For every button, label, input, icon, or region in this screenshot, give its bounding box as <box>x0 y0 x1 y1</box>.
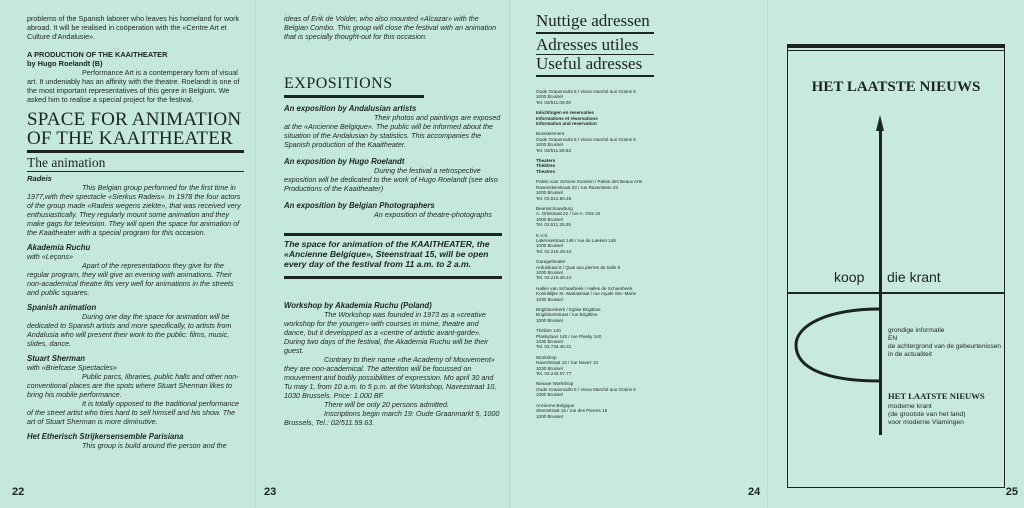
address-line: Theaters <box>536 158 556 164</box>
address-line: Plaskylaan 140 / rue Plasky 140 <box>536 333 602 339</box>
sherman-text-1: Public parcs, libraries, public halls and other non-conventional places are the spots where Stuart Sherman likes to bring his mobile performance. <box>27 372 239 399</box>
masthead: HET LAATSTE NIEUWS <box>811 79 981 95</box>
address-line: Tel. 02.734.46.31 <box>536 344 572 350</box>
tagline <box>888 327 1003 359</box>
address-line: Informations et réservations <box>536 115 598 121</box>
title-dutch: Nuttige adressen <box>536 11 650 30</box>
arrow-shaft <box>879 125 882 435</box>
address-line: Théâtre 140 <box>536 328 561 334</box>
radeis-text: This Belgian group performed for the first time in 1977,with their spectacle «Sierkus Radeis». In 1978 the four actors of the group made «Radeis wegens ziekte», that was received very enthusiastically. They regularly mount some animation and they make gags for television. They will open the space for animation of the Kaaitheater with a special program for this occasion. <box>27 183 241 237</box>
production-by: by Hugo Roelandt (B) <box>27 59 103 68</box>
production-heading: A PRODUCTION OF THE KAAITHEATER <box>27 50 168 59</box>
address-entry <box>536 179 758 201</box>
page-23 <box>258 0 512 508</box>
address-line: 1000 Brussel <box>536 142 563 148</box>
address-entry <box>536 158 758 174</box>
tagline-1: grondige informatie <box>888 327 945 334</box>
radeis-heading: Radeis <box>27 174 52 183</box>
address-entry <box>536 89 758 105</box>
expo2-text: During the festival a retrospective exposition will be dedicated to the work of Hugo Roelandt (see also Productions of the Kaaitheater) <box>284 166 498 193</box>
expo1-heading: An exposition by Andalusian artists <box>284 104 417 113</box>
address-line: Koninklijke St.-Mariastraat / rue royale Ste.-Marie <box>536 291 637 297</box>
address-entry <box>536 403 758 419</box>
page-number: 25 <box>1005 486 1018 498</box>
address-entry <box>536 233 758 255</box>
subtitle: The animation <box>27 155 106 170</box>
address-line: 1000 Brussel <box>536 317 563 323</box>
address-line: Théâtres <box>536 163 556 169</box>
address-line: Brigittinenstraat / rue Brigittine <box>536 312 598 318</box>
sub-tagline <box>888 403 1003 427</box>
workshop-heading: Workshop by Akademia Ruchu (Poland) <box>284 301 432 310</box>
page-24 <box>512 0 770 508</box>
workshop-text-4: Inscriptions begin march 19: Oude Graanmarkt 5, 1000 Brussels, Tel.: 02/511.59.63. <box>284 409 500 427</box>
address-line: A. Ortsstraat 22 / rue A. Orts 22 <box>536 211 601 217</box>
krant-text: die krant <box>887 269 941 285</box>
curve-graphic <box>796 309 880 381</box>
address-line: 1000 Brussel <box>536 216 563 222</box>
address-line: Garagetheater <box>536 259 566 265</box>
ruchu-subheading: with «Leçons» <box>27 252 73 261</box>
etherisch-heading: Het Etherisch Strijkersensemble Parisiana <box>27 432 184 441</box>
address-line: Oude Graanmarkt 5 / Vieux marché aux Grains 5 <box>536 89 636 94</box>
page-25 <box>770 0 1024 508</box>
sherman-text-2: It is totally opposed to the traditional performance of the street artist who tries hard to sell himself and his show. The art of Stuart Sherman is more diminutive. <box>27 399 240 426</box>
expo2-heading: An exposition by Hugo Roelandt <box>284 157 405 166</box>
page-number: 23 <box>264 486 277 498</box>
production-text: Performance Art is a contemperary form of visual art. It undeniably has an affinity with the theatre. Roelandt is one of the most important representatives of this genre in Belgium. We asked him to realise a special project for the festival. <box>27 68 240 104</box>
address-line: Workshop <box>536 354 557 360</box>
address-line: 1000 Brussel <box>536 269 563 275</box>
address-line: Paleis voor Schone Kunsten / Palais des Beaux Arts <box>536 179 643 185</box>
address-line: 1030 Brussel <box>536 339 563 345</box>
address-line: Tel. 02.219.49.44 <box>536 275 572 281</box>
address-line: K.V.S. <box>536 232 549 238</box>
address-line: 1030 Brussel <box>536 365 563 371</box>
notice-rule-top <box>284 233 502 236</box>
address-line: Arduinkaai 8 / Quai aux pierres de taille 8 <box>536 264 621 270</box>
subtitle-rule <box>27 171 244 172</box>
intro-text: problems of the Spanish laborer who leaves his homeland for work abroad. It will be realised in coöperation with the «Centre Art et Culture d'Andalusie». <box>27 14 240 41</box>
workshop-text-3: There will be only 20 persons admitted. <box>324 400 450 409</box>
address-entry <box>536 131 758 153</box>
address-line: 1000 Brussel <box>536 413 563 419</box>
address-entry <box>536 307 758 323</box>
tagline-2: EN <box>888 335 898 342</box>
spanish-heading: Spanish animation <box>27 303 97 312</box>
title-rule <box>284 95 424 98</box>
address-line: Hallen van Schaarbeek / Halles de Schaerbeek <box>536 285 633 291</box>
etherisch-text: This group is build around the person and the <box>82 441 227 450</box>
expo3-heading: An exposition by Belgian Photographers <box>284 201 435 210</box>
notice-rule-bottom <box>284 276 502 279</box>
workshop-text-2: Contrary to their name «the Academy of Mouvement» they are non-academical. The attention will be focussed on mouvement and bodily possibilities of expression. Mo april 30 and Tu may 1, from 10 a.m. to 5 p.m. at the Workshop, Navezstraat 10, 1030 Brussels. Price: 1.000 BF. <box>284 355 497 400</box>
address-line: Brusselement <box>536 131 565 137</box>
address-line: Oude Graanmarkt 5 / Vieux marché aux Grains 5 <box>536 136 636 142</box>
title-french: Adresses utiles <box>536 35 639 54</box>
spanish-text: During one day the space for animation will be dedicated to Spanish artists and more specifically, to artists from Andalusia who will present their work to the public: films, music, slides, dance. <box>27 312 232 348</box>
address-line: Steenstraat 15 / rue des Pierres 15 <box>536 408 608 414</box>
address-line: 1030 Brussel <box>536 296 563 302</box>
title-rule-1 <box>536 32 654 34</box>
title-english: Useful adresses <box>536 54 643 73</box>
address-line: Theatres <box>536 168 556 174</box>
title-rule <box>27 150 244 153</box>
address-entry <box>536 355 758 377</box>
address-line: Tel. 02.219.49.44 <box>536 248 572 254</box>
address-entry <box>536 381 758 397</box>
address-line: Tel. 02.511.25.25 <box>536 222 571 228</box>
address-entry <box>536 259 758 281</box>
notice-text: The space for animation of the KAAITHEATER, the «Ancienne Belgique», Steenstraat 15, will be open every day of the festival from 11 a.m. to 2 a.m. <box>284 239 490 269</box>
expo3-text: An exposition of theatre-photographs <box>374 210 492 219</box>
address-line: 1000 Brussel <box>536 94 563 100</box>
address-line: Ancienne Belgique <box>536 402 575 408</box>
koop-text: koop <box>834 269 865 285</box>
ruchu-heading: Akademia Ruchu <box>27 243 91 252</box>
address-entry <box>536 206 758 228</box>
address-line: Ravensteinstraat 23 / rue Ravenstein 23 <box>536 184 618 190</box>
workshop-text-1: The Workshop was founded in 1973 as a «creative workshop for the younger» with courses in mime, theatre and dance, but it developped as a «centre of artistic avant-garde». During two days of the festival, the Akademia Ruchu will be their guest. <box>284 310 489 355</box>
newspaper-ad <box>787 44 1005 488</box>
page-title: SPACE FOR ANIMATION OF THE KAAITHEATER <box>27 109 242 149</box>
expo1-text: Their photos and paintings are exposed at the «Ancienne Belgique». The public will be informed about the situation of the Andalusian by statistics. This accompanies the Spanish production of the Kaaitheater. <box>284 113 501 149</box>
address-line: Beursschouwburg <box>536 205 573 211</box>
address-line: Nieuwe Workshop <box>536 381 574 387</box>
masthead-small: HET LAATSTE NIEUWS <box>888 391 985 401</box>
address-list <box>536 89 758 419</box>
address-line: 1000 Brussel <box>536 190 563 196</box>
address-line: 1000 Brussel <box>536 392 563 398</box>
address-line: Tel. 02/511.59.63 <box>536 147 571 153</box>
page-number: 22 <box>12 486 25 498</box>
intro-text: ideas of Erik de Volder, who also mounted «Alcazar» with the Belgian Combo. This group will close the festival with an animation that is specially thought-out for this occasion. <box>284 14 497 41</box>
sherman-subheading: with «Briefcase Spectacles» <box>27 363 117 372</box>
page-number: 24 <box>748 486 761 498</box>
address-entry <box>536 328 758 350</box>
sherman-heading: Stuart Sherman <box>27 354 86 363</box>
address-line: Oude Graanmarkt 5 / Vieux Marché aux Grains 5 <box>536 386 636 392</box>
address-line: Information and reservation <box>536 121 597 127</box>
address-entry <box>536 110 758 126</box>
address-line: Inlichtingen en reservaties <box>536 110 594 116</box>
sub-tagline-3: voor moderne Vlamingen <box>888 419 964 426</box>
address-entry <box>536 286 758 302</box>
ruchu-text: Apart of the representations they give for the regular program, they will give an evening with animations. Their non-academical theatre fits very well for animations in the streets and public squares. <box>27 261 234 297</box>
tagline-3: de achtergrond van de gebeurtenissen in de actualiteit <box>888 343 1001 358</box>
address-line: Brigittinenkerk / Eglise Brigittine <box>536 307 601 312</box>
page-title: EXPOSITIONS <box>284 75 393 92</box>
sub-tagline-1: moderne krant <box>888 403 932 410</box>
page-22 <box>0 0 258 508</box>
address-line: Tel. 02.242.07.77 <box>536 371 572 377</box>
title-rule-3 <box>536 75 654 77</box>
address-line: Tel. 02.512.50.45 <box>536 195 572 201</box>
address-line: Tel. 02/511.09.00 <box>536 99 571 105</box>
address-line: 1000 Brussel <box>536 243 563 249</box>
cross-bar <box>788 292 1004 294</box>
address-line: Lakensestraat 146 / rue de Laeken 146 <box>536 237 616 243</box>
sub-tagline-2: (de grootste van het land) <box>888 411 966 418</box>
address-line: Navezstraat 10 / rue Navez 10 <box>536 360 599 366</box>
